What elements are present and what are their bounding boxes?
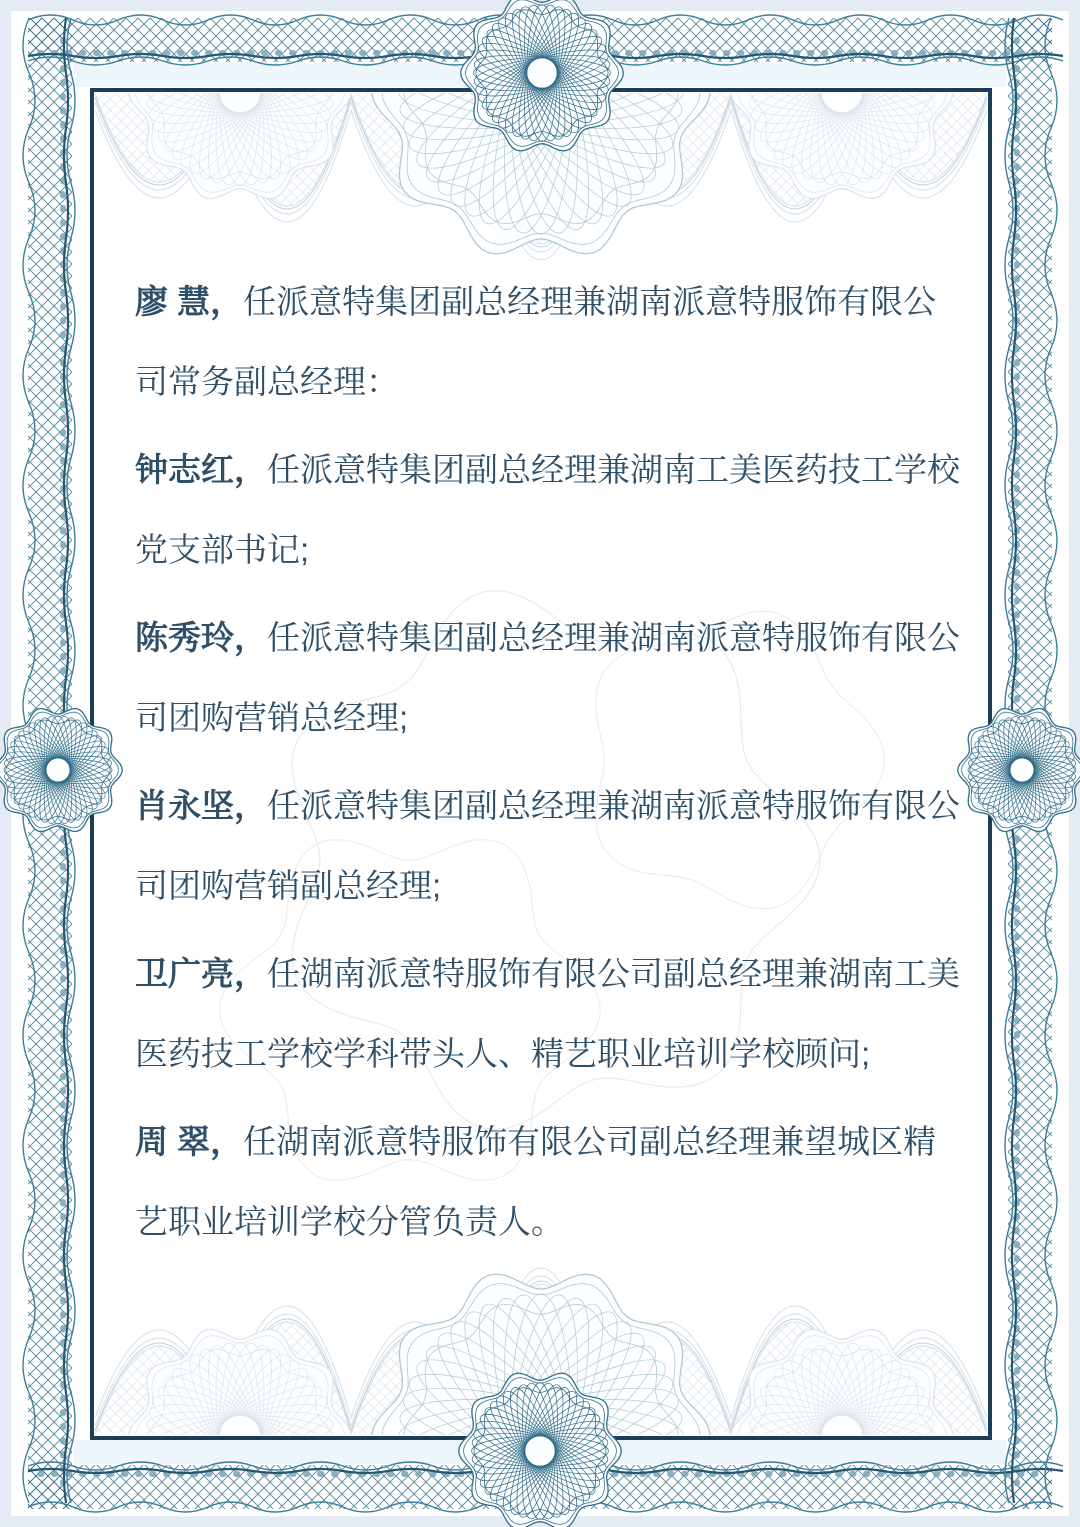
- name-comma: ，: [234, 787, 267, 824]
- appointment-description: 任湖南派意特服饰有限公司副总经理兼望城区精艺职业培训学校分管负责人。: [135, 1123, 937, 1240]
- appointment-description: 任派意特集团副总经理兼湖南工美医药技工学校党支部书记;: [135, 451, 960, 568]
- name-comma: ，: [210, 1123, 244, 1160]
- person-name: 卫广亮: [135, 955, 234, 992]
- appointment-description: 任派意特集团副总经理兼湖南派意特服饰有限公司常务副总经理：: [135, 283, 937, 400]
- appointment-entry: [135, 262, 965, 422]
- person-name: 肖永坚: [135, 787, 234, 824]
- person-name: 周 翠: [135, 1123, 211, 1160]
- appointment-entry: [135, 934, 965, 1094]
- name-comma: ，: [234, 619, 267, 656]
- appointment-description: 任派意特集团副总经理兼湖南派意特服饰有限公司团购营销总经理;: [135, 619, 960, 736]
- name-comma: ，: [210, 283, 244, 320]
- appointment-entry: [135, 1102, 965, 1262]
- appointment-description: 任湖南派意特服饰有限公司副总经理兼湖南工美医药技工学校学科带头人、精艺职业培训学校顾问;: [135, 955, 960, 1072]
- person-name: 钟志红: [135, 451, 234, 488]
- appointment-list: [135, 262, 965, 1270]
- appointment-entry: [135, 766, 965, 926]
- appointment-description: 任派意特集团副总经理兼湖南派意特服饰有限公司团购营销副总经理;: [135, 787, 960, 904]
- name-comma: ，: [234, 451, 267, 488]
- appointment-entry: [135, 598, 965, 758]
- person-name: 廖 慧: [135, 283, 211, 320]
- name-comma: ，: [234, 955, 267, 992]
- appointment-entry: [135, 430, 965, 590]
- person-name: 陈秀玲: [135, 619, 234, 656]
